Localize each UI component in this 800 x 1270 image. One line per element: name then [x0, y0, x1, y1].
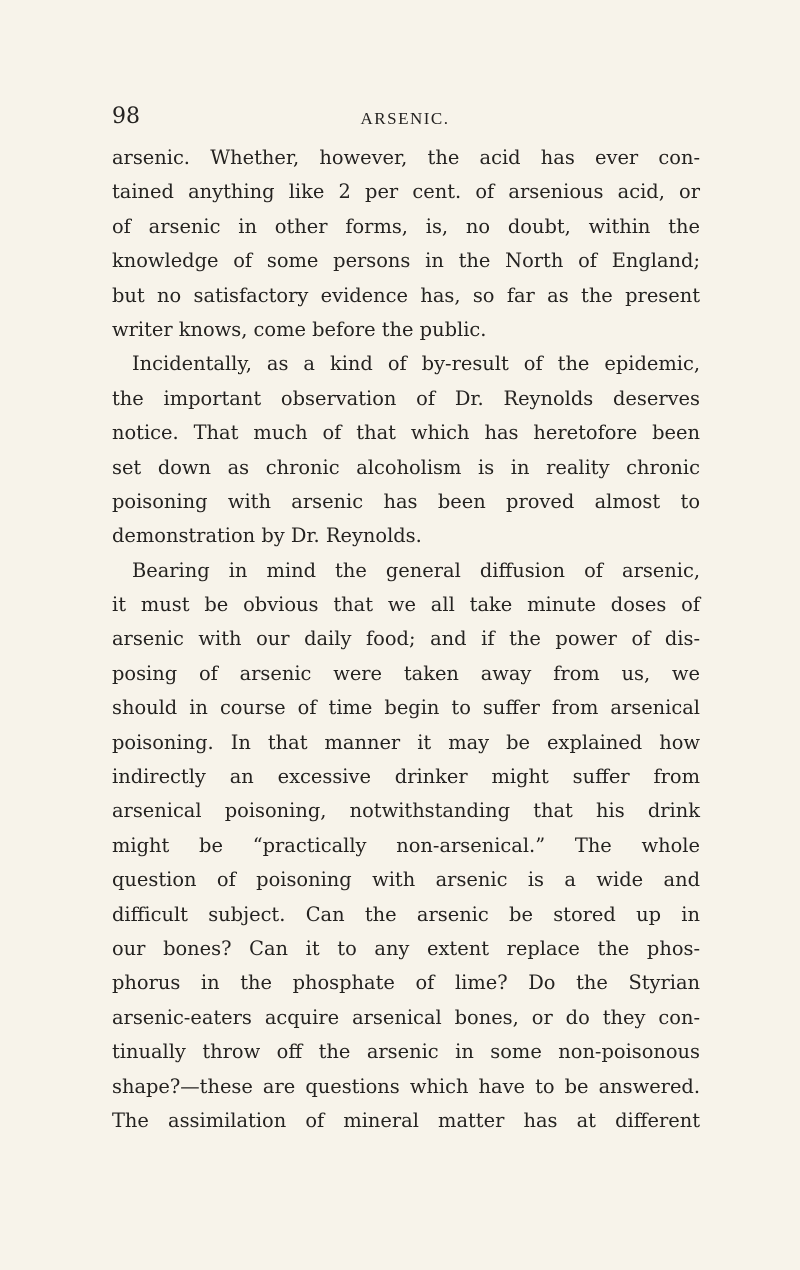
text-line: phorus in the phosphate of lime? Do the Styrian: [112, 971, 700, 995]
text-line: notice. That much of that which has heretofore been: [112, 421, 700, 445]
text-line: arsenical poisoning, notwithstanding that his drink: [112, 799, 700, 823]
text-line: the important observation of Dr. Reynolds deserves: [112, 386, 700, 410]
text-line: tinually throw off the arsenic in some non-poisonous: [112, 1040, 700, 1064]
text-line: of arsenic in other forms, is, no doubt, within the: [112, 214, 700, 238]
text-line: question of poisoning with arsenic is a wide and: [112, 868, 700, 892]
text-line: our bones? Can it to any extent replace the phos-: [112, 936, 700, 960]
text-line: shape?—these are questions which have to be answered.: [112, 1074, 700, 1098]
text-line: arsenic. Whether, however, the acid has ever con-: [112, 146, 700, 169]
text-line: might be “practically non-arsenical.” The whole: [112, 833, 700, 857]
text-line: poisoning. In that manner it may be explained how: [112, 730, 700, 754]
text-line: writer knows, come before the public.: [112, 317, 487, 341]
text-line: knowledge of some persons in the North of England;: [112, 249, 700, 273]
text-line: should in course of time begin to suffer from arsenical: [112, 696, 700, 720]
text-line: tained anything like 2 per cent. of arsenious acid, or: [112, 180, 700, 204]
body-text: [112, 141, 700, 1138]
text-line: set down as chronic alcoholism is in reality chronic: [112, 455, 700, 479]
text-line: Bearing in mind the general diffusion of arsenic,: [132, 558, 700, 582]
page-header: [112, 102, 698, 132]
text-line: indirectly an excessive drinker might suffer from: [112, 765, 700, 789]
page-number: 98: [112, 104, 140, 129]
text-line: demonstration by Dr. Reynolds.: [112, 524, 422, 548]
running-head: ARSENIC.: [360, 109, 450, 128]
text-line: it must be obvious that we all take minute doses of: [112, 593, 700, 617]
text-line: arsenic with our daily food; and if the power of dis-: [112, 627, 700, 651]
text-line: posing of arsenic were taken away from us, we: [112, 661, 700, 685]
text-line: Incidentally, as a kind of by-result of the epidemic,: [132, 352, 700, 376]
text-line: The assimilation of mineral matter has at different: [112, 1108, 700, 1132]
text-line: difficult subject. Can the arsenic be stored up in: [112, 902, 700, 926]
text-line: but no satisfactory evidence has, so far as the present: [112, 283, 700, 307]
text-line: arsenic-eaters acquire arsenical bones, or do they con-: [112, 1005, 700, 1029]
text-line: poisoning with arsenic has been proved almost to: [112, 489, 700, 513]
